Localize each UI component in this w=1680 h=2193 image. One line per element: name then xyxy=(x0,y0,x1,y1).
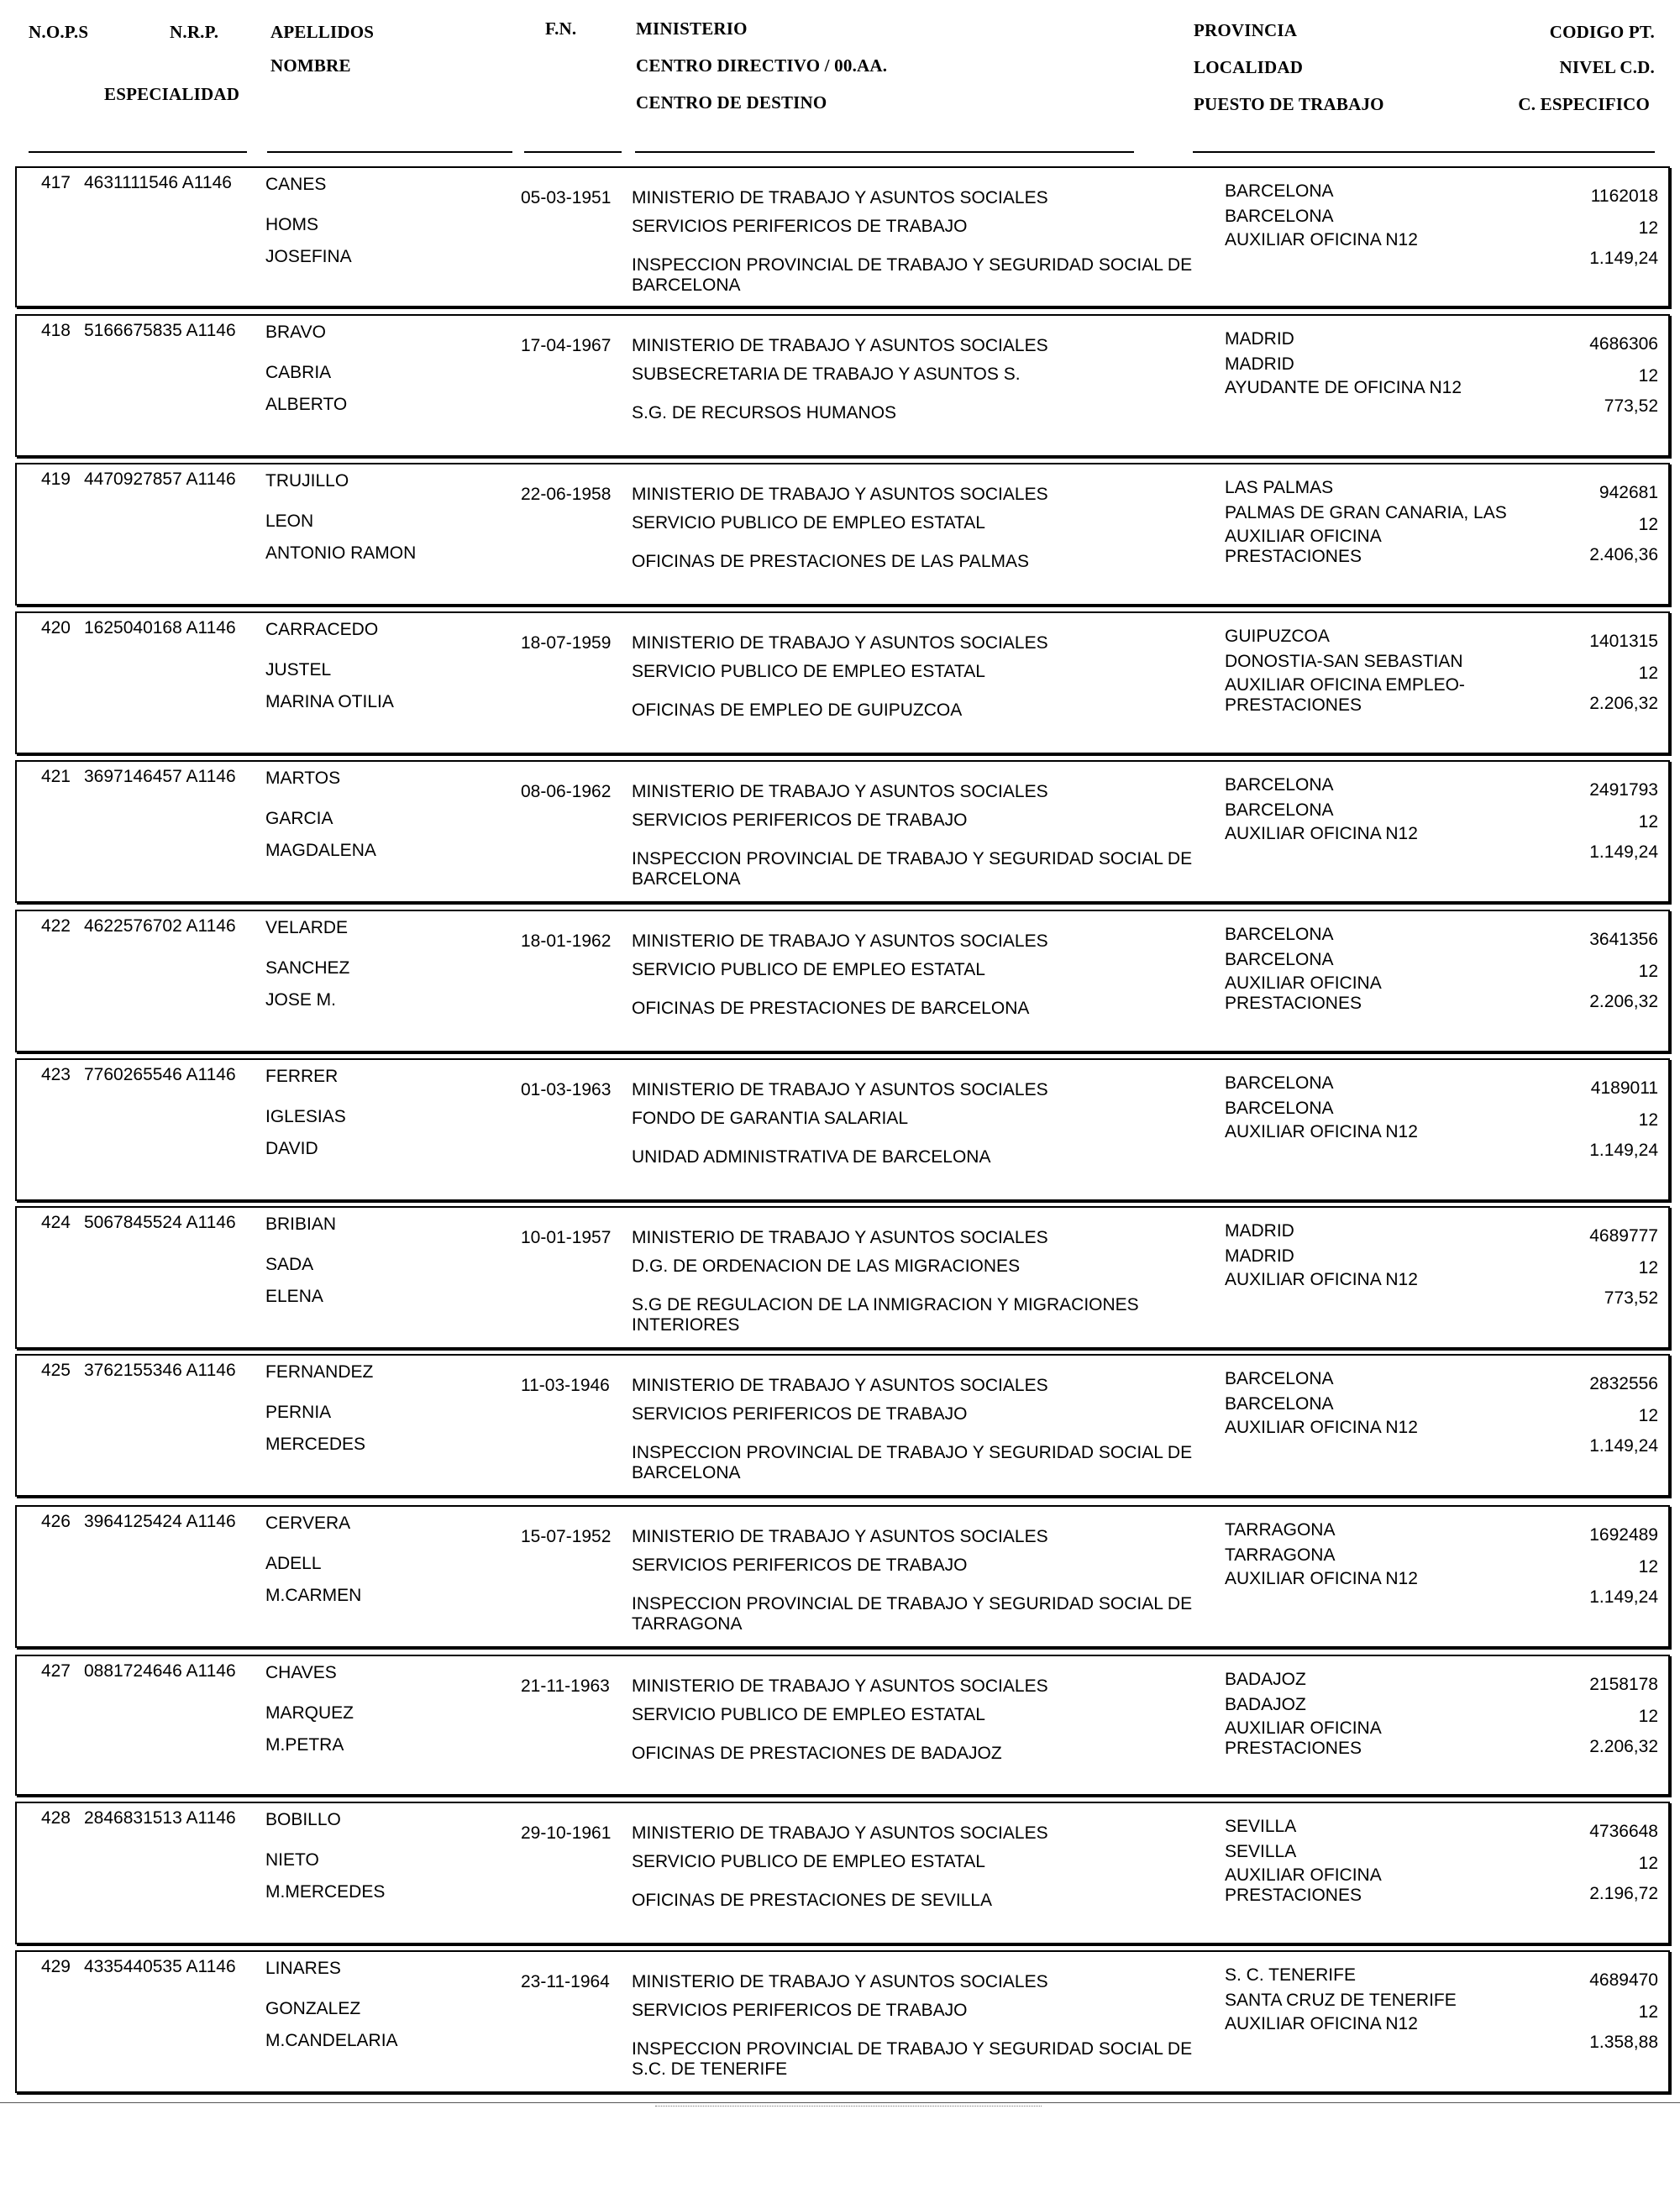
record-nombre: ELENA xyxy=(265,1287,323,1306)
header-fn: F.N. xyxy=(545,18,577,39)
header-codigo: CODIGO PT. xyxy=(1549,22,1655,42)
record-fn: 11-03-1946 xyxy=(521,1376,610,1395)
record-nops: 424 xyxy=(40,1213,71,1232)
record-nombre: MAGDALENA xyxy=(265,841,376,860)
record-ministerio: MINISTERIO DE TRABAJO Y ASUNTOS SOCIALES xyxy=(632,188,1048,207)
record-nrp: 0881724646 A1146 xyxy=(84,1661,236,1681)
record-nrp: 2846831513 A1146 xyxy=(84,1808,236,1828)
record-especifico: 2.206,32 xyxy=(1589,694,1658,713)
record-apellido2: GARCIA xyxy=(265,809,333,828)
header-nivel: NIVEL C.D. xyxy=(1559,57,1655,77)
record-centro-destino: INSPECCION PROVINCIAL DE TRABAJO Y SEGURIDAD SOCIAL DE S.C. DE TENERIFE xyxy=(632,2039,1193,2079)
record-nombre: MARINA OTILIA xyxy=(265,692,394,711)
record-nombre: ANTONIO RAMON xyxy=(265,543,417,563)
record-apellido2: JUSTEL xyxy=(265,660,332,679)
record-provincia: MADRID xyxy=(1225,329,1294,349)
record-apellido2: SANCHEZ xyxy=(265,958,350,978)
record-nivel: 12 xyxy=(1638,1258,1658,1278)
record-apellido1: CHAVES xyxy=(265,1663,337,1682)
record-codigo: 4736648 xyxy=(1589,1822,1658,1841)
record-centro-directivo: SERVICIOS PERIFERICOS DE TRABAJO xyxy=(632,2001,968,2020)
record-apellido1: MARTOS xyxy=(265,769,341,788)
record-provincia: BARCELONA xyxy=(1225,181,1334,201)
record-localidad: BARCELONA xyxy=(1225,1394,1334,1414)
record-fn: 23-11-1964 xyxy=(521,1972,610,1991)
record-especifico: 1.149,24 xyxy=(1589,1141,1658,1160)
record-apellido2: MARQUEZ xyxy=(265,1703,354,1723)
header-provincia: PROVINCIA xyxy=(1194,20,1298,40)
record-apellido2: IGLESIAS xyxy=(265,1107,346,1126)
record-codigo: 4189011 xyxy=(1590,1078,1658,1098)
record-row xyxy=(15,1206,1670,1349)
record-puesto: AUXILIAR OFICINA PRESTACIONES xyxy=(1225,1865,1381,1905)
record-centro-destino: OFICINAS DE EMPLEO DE GUIPUZCOA xyxy=(632,700,963,720)
record-localidad: TARRAGONA xyxy=(1225,1545,1336,1565)
record-row xyxy=(15,1802,1670,1944)
record-row xyxy=(15,910,1670,1052)
record-row xyxy=(15,166,1670,307)
record-centro-directivo: SERVICIOS PERIFERICOS DE TRABAJO xyxy=(632,1556,968,1575)
record-provincia: S. C. TENERIFE xyxy=(1225,1965,1356,1985)
record-nombre: M.CARMEN xyxy=(265,1586,362,1605)
record-nrp: 3762155346 A1146 xyxy=(84,1361,236,1380)
record-especifico: 1.149,24 xyxy=(1589,842,1658,862)
record-puesto: AUXILIAR OFICINA N12 xyxy=(1225,824,1418,843)
record-ministerio: MINISTERIO DE TRABAJO Y ASUNTOS SOCIALES xyxy=(632,1080,1048,1099)
bottom-rule xyxy=(0,2102,1680,2103)
record-apellido2: HOMS xyxy=(265,215,318,234)
record-nrp: 4335440535 A1146 xyxy=(84,1957,236,1976)
record-centro-destino: OFICINAS DE PRESTACIONES DE SEVILLA xyxy=(632,1891,993,1910)
record-provincia: BARCELONA xyxy=(1225,1369,1334,1388)
record-apellido2: ADELL xyxy=(265,1554,322,1573)
record-codigo: 2158178 xyxy=(1589,1675,1658,1694)
record-apellido1: BOBILLO xyxy=(265,1810,341,1829)
record-centro-directivo: SERVICIO PUBLICO DE EMPLEO ESTATAL xyxy=(632,662,985,681)
record-puesto: AUXILIAR OFICINA N12 xyxy=(1225,1418,1418,1437)
header-apellidos: APELLIDOS xyxy=(270,22,375,42)
record-nivel: 12 xyxy=(1638,1406,1658,1425)
record-centro-directivo: SERVICIO PUBLICO DE EMPLEO ESTATAL xyxy=(632,1705,985,1724)
record-nombre: ALBERTO xyxy=(265,395,348,414)
record-centro-directivo: FONDO DE GARANTIA SALARIAL xyxy=(632,1109,909,1128)
record-especifico: 773,52 xyxy=(1604,1288,1658,1308)
record-centro-directivo: SERVICIO PUBLICO DE EMPLEO ESTATAL xyxy=(632,513,985,533)
record-centro-directivo: SERVICIO PUBLICO DE EMPLEO ESTATAL xyxy=(632,1852,985,1871)
header-especifico: C. ESPECIFICO xyxy=(1518,94,1650,114)
record-nops: 423 xyxy=(40,1065,71,1084)
record-apellido2: CABRIA xyxy=(265,363,332,382)
record-localidad: MADRID xyxy=(1225,354,1294,374)
header-ministerio: MINISTERIO xyxy=(636,18,748,39)
record-centro-destino: S.G. DE RECURSOS HUMANOS xyxy=(632,403,897,422)
record-fn: 17-04-1967 xyxy=(521,336,612,355)
record-codigo: 1401315 xyxy=(1589,632,1658,651)
record-puesto: AUXILIAR OFICINA N12 xyxy=(1225,230,1418,249)
record-codigo: 4689470 xyxy=(1589,1970,1658,1990)
record-centro-directivo: SUBSECRETARIA DE TRABAJO Y ASUNTOS S. xyxy=(632,365,1021,384)
record-apellido1: CANES xyxy=(265,175,327,194)
record-nrp: 5166675835 A1146 xyxy=(84,321,236,340)
record-centro-destino: OFICINAS DE PRESTACIONES DE LAS PALMAS xyxy=(632,552,1030,571)
record-nops: 428 xyxy=(40,1808,71,1828)
header-nrp: N.R.P. xyxy=(170,22,219,42)
header-puesto: PUESTO DE TRABAJO xyxy=(1194,94,1384,114)
record-fn: 08-06-1962 xyxy=(521,782,612,801)
record-centro-directivo: D.G. DE ORDENACION DE LAS MIGRACIONES xyxy=(632,1257,1021,1276)
record-ministerio: MINISTERIO DE TRABAJO Y ASUNTOS SOCIALES xyxy=(632,782,1048,801)
record-localidad: BARCELONA xyxy=(1225,800,1334,820)
record-provincia: BARCELONA xyxy=(1225,925,1334,944)
record-localidad: MADRID xyxy=(1225,1246,1294,1266)
record-especifico: 773,52 xyxy=(1604,396,1658,416)
record-codigo: 4689777 xyxy=(1589,1226,1658,1246)
record-puesto: AUXILIAR OFICINA N12 xyxy=(1225,1569,1418,1588)
record-localidad: DONOSTIA-SAN SEBASTIAN xyxy=(1225,652,1463,671)
record-row xyxy=(15,1655,1670,1796)
record-puesto: AUXILIAR OFICINA N12 xyxy=(1225,1270,1418,1289)
record-fn: 18-07-1959 xyxy=(521,633,612,653)
record-localidad: BADAJOZ xyxy=(1225,1695,1306,1714)
record-fn: 05-03-1951 xyxy=(521,188,612,207)
record-fn: 01-03-1963 xyxy=(521,1080,612,1099)
record-puesto: AUXILIAR OFICINA N12 xyxy=(1225,1122,1418,1141)
record-apellido1: FERNANDEZ xyxy=(265,1362,374,1382)
record-localidad: SANTA CRUZ DE TENERIFE xyxy=(1225,1991,1457,2010)
record-puesto: AUXILIAR OFICINA N12 xyxy=(1225,2014,1418,2033)
record-row xyxy=(15,314,1670,457)
record-codigo: 1692489 xyxy=(1589,1525,1658,1545)
record-localidad: SEVILLA xyxy=(1225,1842,1297,1861)
record-especifico: 2.406,36 xyxy=(1589,545,1658,564)
record-apellido2: NIETO xyxy=(265,1850,319,1870)
record-localidad: BARCELONA xyxy=(1225,950,1334,969)
record-nivel: 12 xyxy=(1638,1110,1658,1130)
record-nops: 427 xyxy=(40,1661,71,1681)
record-ministerio: MINISTERIO DE TRABAJO Y ASUNTOS SOCIALES xyxy=(632,1823,1048,1843)
record-provincia: SEVILLA xyxy=(1225,1817,1297,1836)
record-nops: 422 xyxy=(40,916,71,936)
record-especifico: 1.149,24 xyxy=(1589,249,1658,268)
record-apellido2: GONZALEZ xyxy=(265,1999,361,2018)
record-nrp: 5067845524 A1146 xyxy=(84,1213,236,1232)
record-ministerio: MINISTERIO DE TRABAJO Y ASUNTOS SOCIALES xyxy=(632,485,1048,504)
record-row xyxy=(15,760,1670,903)
record-provincia: BARCELONA xyxy=(1225,775,1334,795)
record-nombre: JOSE M. xyxy=(265,990,337,1010)
record-apellido1: CERVERA xyxy=(265,1514,351,1533)
record-nrp: 4631111546 A1146 xyxy=(84,173,232,192)
record-nops: 418 xyxy=(40,321,71,340)
record-nrp: 4622576702 A1146 xyxy=(84,916,236,936)
record-centro-destino: UNIDAD ADMINISTRATIVA DE BARCELONA xyxy=(632,1147,991,1167)
record-nrp: 4470927857 A1146 xyxy=(84,470,236,489)
record-nivel: 12 xyxy=(1638,2002,1658,2022)
record-centro-directivo: SERVICIOS PERIFERICOS DE TRABAJO xyxy=(632,1404,968,1424)
record-puesto: AUXILIAR OFICINA EMPLEO-PRESTACIONES xyxy=(1225,675,1465,715)
record-nivel: 12 xyxy=(1638,1707,1658,1726)
record-ministerio: MINISTERIO DE TRABAJO Y ASUNTOS SOCIALES xyxy=(632,1972,1048,1991)
record-apellido1: BRAVO xyxy=(265,323,326,342)
record-localidad: BARCELONA xyxy=(1225,207,1334,226)
record-puesto: AUXILIAR OFICINA PRESTACIONES xyxy=(1225,1718,1381,1758)
record-localidad: BARCELONA xyxy=(1225,1099,1334,1118)
header-centro-destino: CENTRO DE DESTINO xyxy=(636,92,827,113)
record-apellido1: BRIBIAN xyxy=(265,1215,337,1234)
header-centro-directivo: CENTRO DIRECTIVO / 00.AA. xyxy=(636,55,888,76)
record-provincia: LAS PALMAS xyxy=(1225,478,1334,497)
record-nombre: JOSEFINA xyxy=(265,247,352,266)
record-row xyxy=(15,1950,1670,2093)
record-nops: 421 xyxy=(40,767,71,786)
record-fn: 15-07-1952 xyxy=(521,1527,612,1546)
record-apellido1: FERRER xyxy=(265,1067,339,1086)
record-localidad: PALMAS DE GRAN CANARIA, LAS xyxy=(1225,503,1507,522)
record-nrp: 7760265546 A1146 xyxy=(84,1065,236,1084)
record-nrp: 3964125424 A1146 xyxy=(84,1512,236,1531)
header-especialidad: ESPECIALIDAD xyxy=(104,84,240,104)
record-puesto: AUXILIAR OFICINA PRESTACIONES xyxy=(1225,973,1381,1013)
header-nops: N.O.P.S xyxy=(29,22,89,42)
record-apellido2: SADA xyxy=(265,1255,314,1274)
record-apellido1: VELARDE xyxy=(265,918,349,937)
record-centro-destino: INSPECCION PROVINCIAL DE TRABAJO Y SEGURIDAD SOCIAL DE TARRAGONA xyxy=(632,1594,1193,1634)
record-especifico: 1.358,88 xyxy=(1589,2033,1658,2052)
record-nivel: 12 xyxy=(1638,962,1658,981)
record-especifico: 2.196,72 xyxy=(1589,1884,1658,1903)
record-fn: 29-10-1961 xyxy=(521,1823,612,1843)
record-provincia: GUIPUZCOA xyxy=(1225,627,1330,646)
record-codigo: 3641356 xyxy=(1589,930,1658,949)
record-centro-destino: OFICINAS DE PRESTACIONES DE BADAJOZ xyxy=(632,1744,1002,1763)
record-nivel: 12 xyxy=(1638,218,1658,238)
record-ministerio: MINISTERIO DE TRABAJO Y ASUNTOS SOCIALES xyxy=(632,1527,1048,1546)
record-provincia: MADRID xyxy=(1225,1221,1294,1241)
record-especifico: 1.149,24 xyxy=(1589,1587,1658,1607)
record-apellido2: PERNIA xyxy=(265,1403,332,1422)
record-fn: 22-06-1958 xyxy=(521,485,612,504)
record-centro-destino: OFICINAS DE PRESTACIONES DE BARCELONA xyxy=(632,999,1030,1018)
record-nrp: 3697146457 A1146 xyxy=(84,767,236,786)
record-nivel: 12 xyxy=(1638,1557,1658,1577)
record-centro-directivo: SERVICIO PUBLICO DE EMPLEO ESTATAL xyxy=(632,960,985,979)
record-ministerio: MINISTERIO DE TRABAJO Y ASUNTOS SOCIALES xyxy=(632,1228,1048,1247)
record-row xyxy=(15,1354,1670,1497)
record-apellido1: LINARES xyxy=(265,1959,341,1978)
record-nombre: M.CANDELARIA xyxy=(265,2031,398,2050)
record-centro-destino: INSPECCION PROVINCIAL DE TRABAJO Y SEGURIDAD SOCIAL DE BARCELONA xyxy=(632,1443,1193,1482)
record-centro-directivo: SERVICIOS PERIFERICOS DE TRABAJO xyxy=(632,811,968,830)
record-row xyxy=(15,1058,1670,1201)
record-nivel: 12 xyxy=(1638,366,1658,386)
record-nivel: 12 xyxy=(1638,1854,1658,1873)
record-codigo: 4686306 xyxy=(1589,334,1658,354)
record-especifico: 2.206,32 xyxy=(1589,992,1658,1011)
record-nivel: 12 xyxy=(1638,515,1658,534)
record-ministerio: MINISTERIO DE TRABAJO Y ASUNTOS SOCIALES xyxy=(632,931,1048,951)
record-nops: 429 xyxy=(40,1957,71,1976)
record-nombre: DAVID xyxy=(265,1139,318,1158)
record-nops: 425 xyxy=(40,1361,71,1380)
header-nombre: NOMBRE xyxy=(270,55,351,76)
record-row xyxy=(15,611,1670,754)
record-fn: 21-11-1963 xyxy=(521,1676,610,1696)
record-fn: 18-01-1962 xyxy=(521,931,612,951)
record-nrp: 1625040168 A1146 xyxy=(84,618,236,637)
record-especifico: 1.149,24 xyxy=(1589,1436,1658,1456)
record-provincia: TARRAGONA xyxy=(1225,1520,1336,1540)
record-nombre: M.PETRA xyxy=(265,1735,344,1755)
record-nops: 420 xyxy=(40,618,71,637)
record-centro-destino: S.G DE REGULACION DE LA INMIGRACION Y MIGRACIONES INTERIORES xyxy=(632,1295,1139,1335)
record-ministerio: MINISTERIO DE TRABAJO Y ASUNTOS SOCIALES xyxy=(632,1376,1048,1395)
record-codigo: 942681 xyxy=(1599,483,1658,502)
record-nops: 426 xyxy=(40,1512,71,1531)
header-localidad: LOCALIDAD xyxy=(1194,57,1304,77)
record-fn: 10-01-1957 xyxy=(521,1228,612,1247)
record-codigo: 2491793 xyxy=(1589,780,1658,800)
record-puesto: AYUDANTE DE OFICINA N12 xyxy=(1225,378,1462,397)
record-nivel: 12 xyxy=(1638,664,1658,683)
record-ministerio: MINISTERIO DE TRABAJO Y ASUNTOS SOCIALES xyxy=(632,1676,1048,1696)
record-provincia: BARCELONA xyxy=(1225,1073,1334,1093)
record-provincia: BADAJOZ xyxy=(1225,1670,1306,1689)
record-centro-destino: INSPECCION PROVINCIAL DE TRABAJO Y SEGURIDAD SOCIAL DE BARCELONA xyxy=(632,255,1193,295)
record-apellido1: TRUJILLO xyxy=(265,471,349,491)
record-ministerio: MINISTERIO DE TRABAJO Y ASUNTOS SOCIALES xyxy=(632,336,1048,355)
record-ministerio: MINISTERIO DE TRABAJO Y ASUNTOS SOCIALES xyxy=(632,633,1048,653)
record-codigo: 2832556 xyxy=(1589,1374,1658,1393)
record-nombre: M.MERCEDES xyxy=(265,1882,386,1902)
record-nops: 419 xyxy=(40,470,71,489)
record-apellido2: LEON xyxy=(265,512,314,531)
record-puesto: AUXILIAR OFICINA PRESTACIONES xyxy=(1225,527,1381,566)
record-nops: 417 xyxy=(40,173,71,192)
record-codigo: 1162018 xyxy=(1590,186,1658,206)
record-row xyxy=(15,463,1670,606)
record-apellido1: CARRACEDO xyxy=(265,620,379,639)
record-nombre: MERCEDES xyxy=(265,1435,366,1454)
record-row xyxy=(15,1505,1670,1648)
record-especifico: 2.206,32 xyxy=(1589,1737,1658,1756)
record-nivel: 12 xyxy=(1638,812,1658,832)
record-centro-destino: INSPECCION PROVINCIAL DE TRABAJO Y SEGURIDAD SOCIAL DE BARCELONA xyxy=(632,849,1193,889)
record-centro-directivo: SERVICIOS PERIFERICOS DE TRABAJO xyxy=(632,217,968,236)
